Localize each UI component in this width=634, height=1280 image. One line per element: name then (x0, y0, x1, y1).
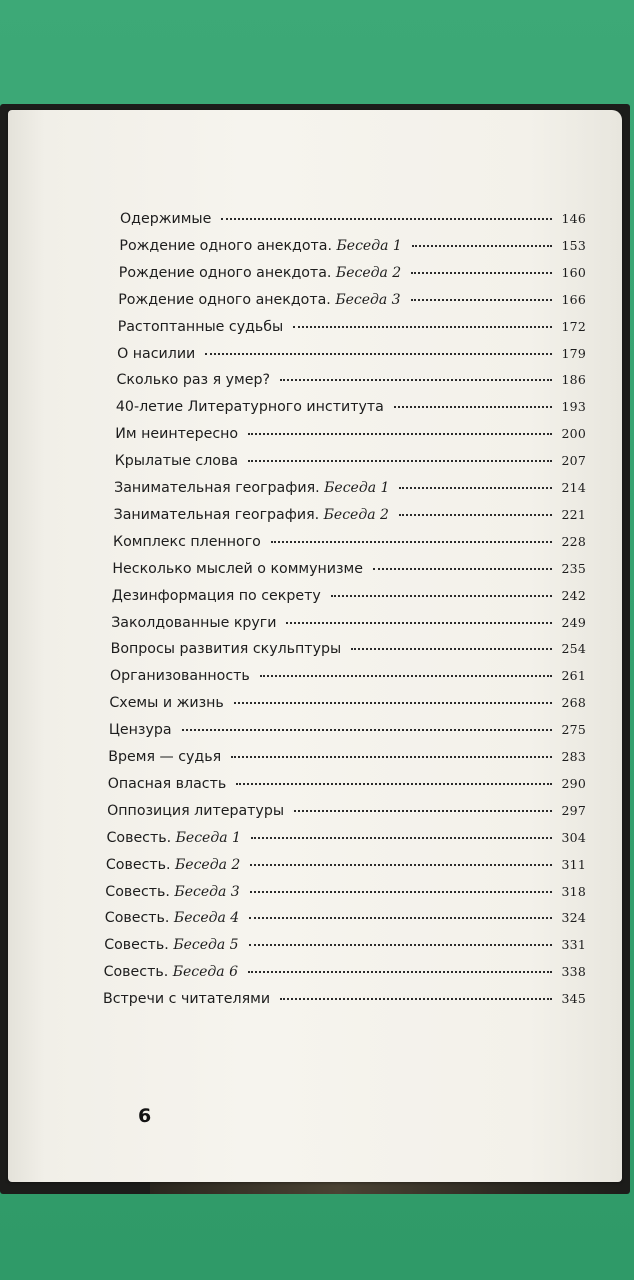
toc-entry-page: 166 (561, 291, 586, 307)
toc-entry-subtitle: Беседа 5 (173, 937, 239, 954)
toc-entry-title-text: Оппозиция литературы (107, 802, 285, 819)
toc-entry-title (113, 531, 261, 553)
page-number: 6 (138, 1105, 152, 1127)
toc-entry (105, 907, 586, 929)
toc-entry-title-text: Совесть. (104, 937, 174, 954)
dot-leader (294, 810, 551, 812)
toc-entry-page: 221 (561, 506, 586, 522)
toc-entry-page: 207 (561, 453, 586, 469)
toc-entry-page: 261 (561, 668, 586, 684)
toc-entry (115, 450, 586, 472)
toc-entry-title-text: Организованность (110, 668, 250, 685)
toc-entry-title (120, 208, 211, 230)
toc-entry-page: 304 (561, 829, 586, 845)
toc-entry (106, 854, 586, 876)
dot-leader (286, 622, 551, 624)
dot-leader (231, 756, 551, 758)
dot-leader (250, 891, 552, 893)
toc-entry (108, 746, 586, 768)
toc-entry-title-text: Цензура (108, 722, 172, 739)
toc-entry (114, 504, 586, 526)
toc-entry-title-text: Совесть. (104, 910, 174, 927)
toc-entry-title (114, 477, 389, 499)
dot-leader (182, 729, 552, 731)
toc-entry (107, 800, 586, 822)
toc-entry-subtitle: Беседа 1 (336, 237, 402, 254)
toc-entry-page: 200 (561, 426, 586, 442)
toc-entry (112, 558, 586, 580)
toc-entry-title (115, 423, 238, 445)
toc-entry-title-text: Рождение одного анекдота. (118, 264, 336, 281)
toc-entry-title (119, 235, 401, 257)
dot-leader (248, 433, 551, 435)
toc-entry-title-text: Совесть. (105, 883, 175, 900)
toc-entry-page: 324 (561, 910, 586, 926)
dot-leader (411, 299, 552, 301)
toc-entry-title-text: Занимательная география. (113, 506, 324, 523)
dot-leader (373, 568, 552, 570)
dot-leader (331, 595, 552, 597)
toc-entry-title (111, 638, 342, 660)
dot-leader (399, 487, 551, 489)
toc-entry-title-text: Рождение одного анекдота. (118, 291, 336, 308)
toc-entry-title (112, 558, 363, 580)
toc-entry (111, 612, 586, 634)
toc-entry-page: 318 (561, 883, 586, 899)
toc-entry-title-text: Дезинформация по секрету (111, 587, 321, 604)
toc-entry (116, 396, 586, 418)
toc-entry-page: 290 (561, 775, 586, 791)
toc-entry-page: 345 (561, 991, 586, 1007)
dot-leader (234, 702, 552, 704)
dot-leader (271, 541, 552, 543)
toc-entry (119, 235, 586, 257)
toc-entry-title (118, 316, 284, 338)
toc-entry-title-text: Комплекс пленного (113, 533, 261, 550)
toc-entry-title (117, 369, 271, 391)
toc-entry (109, 719, 586, 741)
dot-leader (260, 675, 552, 677)
toc-entry (110, 665, 586, 687)
toc-entry-page: 214 (561, 480, 586, 495)
toc-entry (104, 934, 586, 956)
toc-entry (118, 316, 586, 338)
toc-entry (109, 692, 586, 714)
toc-entry-title-text: Им неинтересно (115, 426, 239, 443)
toc-entry-subtitle: Беседа 3 (335, 291, 401, 308)
toc-entry-title-text: Встречи с читателями (103, 991, 271, 1008)
dot-leader (280, 379, 552, 381)
toc-entry-page: 153 (561, 237, 586, 253)
toc-entry-title (105, 907, 239, 929)
toc-entry-title (117, 343, 195, 365)
toc-entry-page: 228 (561, 533, 586, 549)
toc-entry (111, 638, 586, 660)
toc-entry-title (114, 504, 389, 526)
toc-entry (117, 343, 586, 365)
toc-entry-title (119, 262, 401, 284)
dot-leader (249, 944, 552, 946)
toc-entry-page: 179 (561, 345, 586, 361)
toc-entry-title (106, 854, 240, 876)
toc-entry (120, 208, 586, 230)
toc-entry-title-text: Несколько мыслей о коммунизме (112, 560, 363, 577)
toc-entry-title-text: 40-летие Литературного института (115, 399, 384, 416)
toc-entry-title (108, 746, 221, 768)
toc-entry-page: 186 (561, 372, 586, 388)
toc-entry-page: 297 (561, 802, 586, 818)
toc-entry-title (104, 961, 238, 983)
dot-leader (411, 272, 551, 274)
toc-entry-page: 311 (561, 856, 586, 872)
toc-entry-title-text: Совесть. (106, 829, 176, 846)
toc-entry (105, 881, 586, 903)
toc-entry-page: 172 (561, 318, 586, 334)
toc-entry-page: 160 (561, 264, 586, 280)
toc-entry-page: 275 (561, 722, 586, 738)
dot-leader (236, 783, 551, 785)
toc-entry (115, 423, 586, 445)
toc-entry-subtitle: Беседа 2 (335, 264, 402, 281)
toc-entry-subtitle: Беседа 1 (324, 480, 390, 496)
toc-entry-title-text: Занимательная география. (114, 480, 325, 496)
toc-entry-title (115, 450, 238, 472)
toc-entry-title (118, 289, 400, 311)
toc-entry (119, 262, 586, 284)
toc-entry-title-text: Заколдованные круги (111, 614, 277, 631)
dot-leader (280, 998, 551, 1000)
toc-entry-page: 268 (561, 695, 586, 711)
toc-entry (118, 289, 586, 311)
toc-entry-subtitle: Беседа 6 (172, 964, 238, 981)
toc-entry-title (104, 934, 238, 956)
toc-entry-title (107, 800, 284, 822)
dot-leader (221, 218, 551, 220)
toc-entry-title-text: Крылатые слова (114, 453, 239, 470)
toc-entry-title-text: О насилии (117, 345, 196, 362)
toc-entry-title-text: Одержимые (120, 211, 212, 227)
toc-entry-page: 242 (561, 587, 586, 603)
toc-entry (104, 961, 586, 983)
toc-entry-title (103, 988, 270, 1010)
dot-leader (412, 245, 552, 247)
dot-leader (248, 971, 552, 973)
toc-entry-page: 193 (561, 399, 586, 415)
toc-entry (113, 531, 586, 553)
toc-entry-title-text: Время — судья (108, 749, 222, 765)
dot-leader (399, 514, 552, 516)
dot-leader (351, 648, 551, 650)
toc-entry-title-text: Вопросы развития скульптуры (110, 641, 342, 658)
toc-entry (108, 773, 586, 795)
toc-entry-title (110, 665, 250, 687)
dot-leader (205, 353, 551, 355)
toc-entry-page: 249 (561, 614, 586, 630)
toc-entry-title-text: Совесть. (105, 856, 176, 873)
toc-entry-title-text: Схемы и жизнь (109, 695, 224, 712)
dot-leader (250, 864, 551, 866)
toc-entry-subtitle: Беседа 3 (174, 883, 240, 900)
toc-entry (114, 477, 586, 499)
toc-entry-subtitle: Беседа 2 (175, 856, 241, 873)
toc-entry-title (109, 719, 172, 741)
dot-leader (248, 460, 551, 462)
toc-entry-title (111, 612, 276, 634)
toc-entry-title (116, 396, 384, 418)
toc-entry-title-text: Сколько раз я умер? (116, 372, 271, 389)
toc-entry (107, 827, 587, 849)
toc-entry-subtitle: Беседа 2 (323, 506, 389, 523)
toc-entry-title (108, 773, 227, 795)
dot-leader (293, 326, 551, 328)
toc-entry-title (107, 827, 241, 849)
toc-entry-title (105, 881, 239, 903)
toc-entry (117, 369, 587, 391)
toc-entry (103, 988, 586, 1010)
toc-entry-title (109, 692, 223, 714)
toc-entry (112, 585, 586, 607)
toc-entry-title-text: Опасная власть (107, 775, 227, 792)
toc-entry-page: 235 (561, 560, 586, 576)
toc-entry-title-text: Совесть. (103, 964, 173, 981)
dot-leader (394, 406, 552, 408)
toc-entry-subtitle: Беседа 1 (175, 829, 241, 846)
toc-entry-page: 146 (561, 211, 586, 226)
toc-entry-title (112, 585, 321, 607)
toc-entry-page: 283 (561, 749, 586, 764)
dot-leader (251, 837, 552, 839)
toc-entry-title-text: Растоптанные судьбы (117, 318, 284, 335)
toc-entry-page: 331 (561, 937, 586, 953)
toc-entry-page: 338 (561, 964, 586, 980)
dot-leader (249, 917, 551, 919)
toc-entry-title-text: Рождение одного анекдота. (119, 237, 337, 254)
toc-entry-subtitle: Беседа 4 (173, 910, 240, 927)
toc-entry-page: 254 (561, 641, 586, 657)
